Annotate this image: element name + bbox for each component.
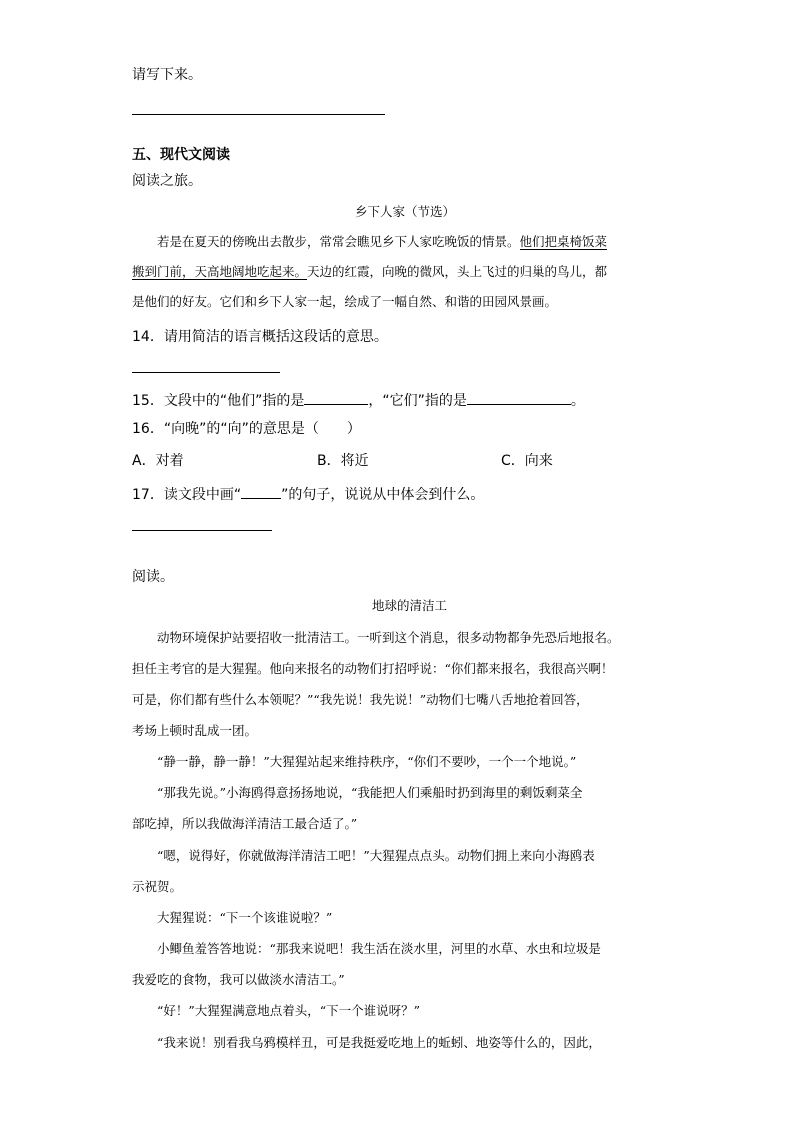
passage-line: “静一静，静一静！”大猩猩站起来维持秩序，“你们不要吵，一个一个地说。” bbox=[157, 754, 577, 769]
passage-intro: 阅读。 bbox=[132, 569, 174, 585]
passage-line: 大猩猩说：“下一个该谁说啦？” bbox=[157, 910, 333, 925]
underlined-sentence: 搬到门前，天高地阔地吃起来。 bbox=[132, 264, 308, 279]
passage-line: 考场上顿时乱成一团。 bbox=[132, 723, 258, 738]
passage-line-3: 是他们的好友。它们和乡下人家一起，绘成了一幅自然、和谐的田园风景画。 bbox=[132, 294, 558, 309]
passage-line: 示祝贺。 bbox=[132, 879, 183, 894]
passage-text: 天边的红霞，向晚的微风，头上飞过的归巢的鸟儿，都 bbox=[307, 264, 608, 279]
option-c[interactable]: C．向来 bbox=[501, 453, 553, 469]
passage-line: 部吃掉，所以我做海洋清洁工最合适了。” bbox=[132, 816, 358, 831]
underlined-sentence: 他们把桌椅饭菜 bbox=[519, 234, 608, 249]
passage-title: 乡下人家（节选） bbox=[355, 204, 456, 219]
passage-line: 动物环境保护站要招收一批清洁工。一听到这个消息，很多动物都争先恐后地报名。 bbox=[157, 630, 620, 645]
question-14: 14．请用简洁的语言概括这段话的意思。 bbox=[132, 329, 388, 345]
passage-line: “好！”大猩猩满意地点着头，“下一个谁说呀？” bbox=[157, 1003, 421, 1018]
passage-line: 可是，你们都有些什么本领呢？”“我先说！我先说！”动物们七嘴八舌地抢着回答， bbox=[132, 692, 589, 707]
question-text: ，“它们”指的是 bbox=[368, 393, 467, 409]
question-15 bbox=[132, 390, 585, 410]
option-b[interactable]: B．将近 bbox=[317, 453, 369, 469]
question-17 bbox=[132, 484, 484, 504]
answer-line[interactable] bbox=[132, 114, 385, 115]
passage-title: 地球的清洁工 bbox=[372, 598, 448, 613]
passage-text: 若是在夏天的傍晚出去散步，常常会瞧见乡下人家吃晚饭的情景。 bbox=[157, 234, 520, 249]
passage-line: 担任主考官的是大猩猩。他向来报名的动物们打招呼说：“你们都来报名，我很高兴啊！ bbox=[132, 661, 614, 676]
passage-line: “我来说！别看我乌鸦模样丑，可是我挺爱吃地上的蚯蚓、地姿等什么的，因此， bbox=[157, 1035, 601, 1050]
question-text: ”的句子，说说从中体会到什么。 bbox=[281, 487, 485, 503]
passage-line: “嗯，说得好，你就做海洋清洁工吧！”大猩猩点点头。动物们拥上来向小海鸥表 bbox=[157, 848, 595, 863]
answer-line-17[interactable] bbox=[132, 530, 272, 531]
answer-prompt: 请写下来。 bbox=[132, 67, 202, 83]
answer-line-14[interactable] bbox=[132, 372, 280, 373]
passage-line: 小鲫鱼羞答答地说：“那我来说吧！我生活在淡水里，河里的水草、水虫和垃圾是 bbox=[157, 941, 601, 956]
question-text: 17．读文段中画“ bbox=[132, 487, 242, 503]
passage-line-2 bbox=[132, 264, 662, 280]
underline-mark bbox=[241, 484, 281, 499]
section-title: 五、现代文阅读 bbox=[132, 147, 230, 163]
answer-blank-it[interactable] bbox=[467, 390, 571, 405]
answer-blank-they[interactable] bbox=[304, 390, 368, 405]
option-a[interactable]: A．对着 bbox=[132, 453, 184, 469]
passage-intro: 阅读之旅。 bbox=[132, 173, 202, 189]
passage-line: “那我先说。”小海鸥得意扬扬地说，“我能把人们乘船时扔到海里的剩饭剩菜全 bbox=[157, 785, 583, 800]
question-text: 。 bbox=[570, 393, 585, 409]
question-16: 16．“向晚”的“向”的意思是（ ） bbox=[132, 421, 361, 437]
passage-line: 我爱吃的食物，我可以做淡水清洁工。” bbox=[132, 972, 345, 987]
passage-line-1 bbox=[132, 234, 662, 250]
question-text: 15．文段中的“他们”指的是 bbox=[132, 393, 305, 409]
